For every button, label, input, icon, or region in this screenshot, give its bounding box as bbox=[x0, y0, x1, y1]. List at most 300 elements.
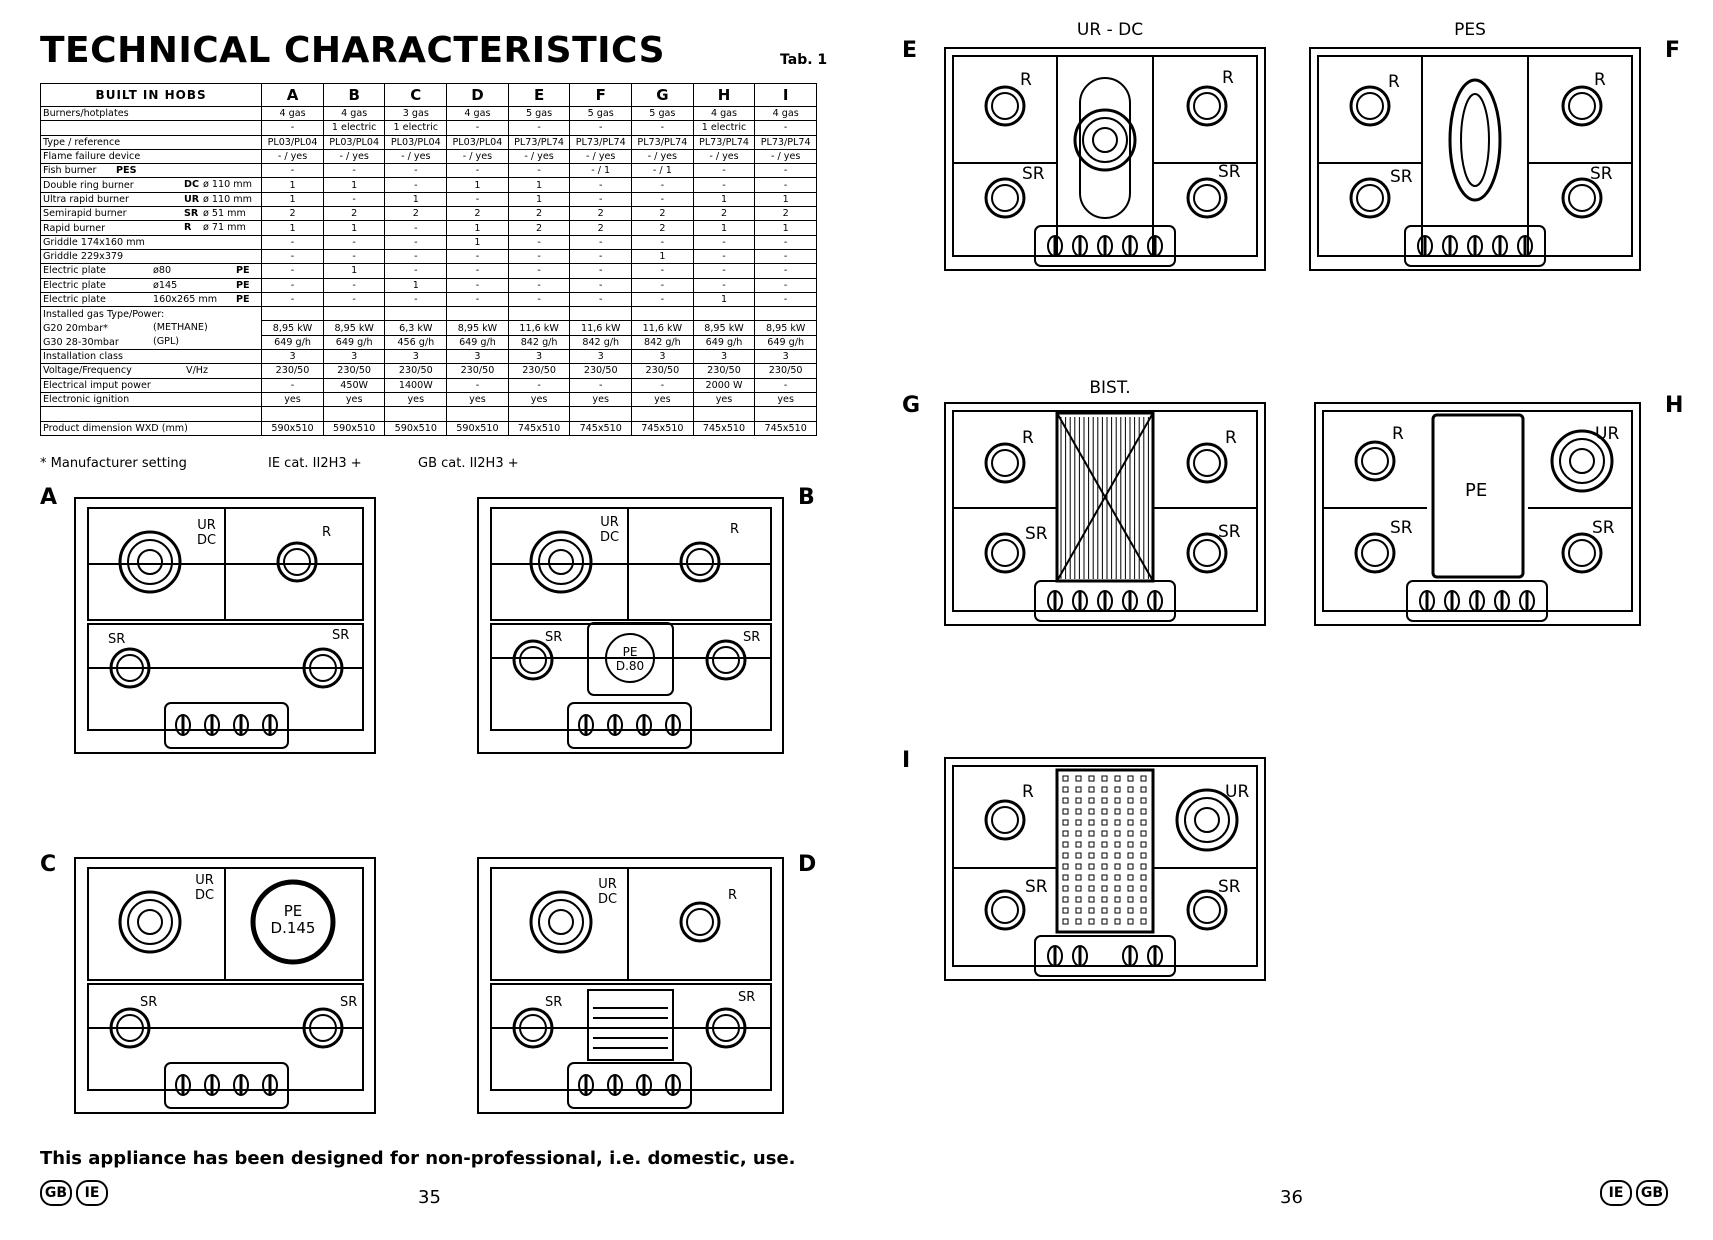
table-cell: - bbox=[508, 378, 570, 392]
griddle-dot bbox=[1141, 919, 1146, 924]
label-i-ur: UR bbox=[1225, 782, 1250, 802]
header-model: C bbox=[385, 84, 447, 107]
table-cell: 2 bbox=[447, 207, 509, 221]
griddle-dot bbox=[1141, 853, 1146, 858]
table-cell: - bbox=[323, 292, 385, 306]
table-cell: 1 electric bbox=[693, 121, 755, 135]
row-label-text: Double ring burner bbox=[43, 179, 134, 191]
label-b-sr2: SR bbox=[743, 630, 761, 645]
table-cell: - bbox=[570, 292, 632, 306]
griddle-dot bbox=[1128, 798, 1133, 803]
title-e: UR - DC bbox=[1076, 20, 1144, 40]
label-i-r: R bbox=[1022, 782, 1034, 802]
table-cell: 842 g/h bbox=[570, 335, 632, 349]
griddle-dot bbox=[1128, 875, 1133, 880]
table-cell: 1 bbox=[755, 221, 817, 235]
row-sublabel: (GPL) bbox=[153, 336, 180, 348]
table-cell: 2 bbox=[508, 221, 570, 235]
table-cell: 649 g/h bbox=[755, 335, 817, 349]
griddle-dot bbox=[1089, 787, 1094, 792]
griddle-dot bbox=[1115, 776, 1120, 781]
table-cell: 649 g/h bbox=[323, 335, 385, 349]
label-c: C bbox=[40, 852, 57, 877]
label-b-sr1: SR bbox=[545, 630, 563, 645]
griddle-dot bbox=[1102, 897, 1107, 902]
table-cell: yes bbox=[323, 392, 385, 406]
table-cell: - bbox=[385, 249, 447, 263]
griddle-dot bbox=[1141, 908, 1146, 913]
griddle-dot bbox=[1102, 875, 1107, 880]
table-cell: yes bbox=[508, 392, 570, 406]
burner-code: UR bbox=[184, 193, 200, 205]
table-cell: 1 bbox=[755, 192, 817, 206]
griddle-dot bbox=[1128, 809, 1133, 814]
title-f: PES bbox=[1454, 20, 1486, 40]
ie-category: IE cat. II2H3 + bbox=[268, 456, 362, 471]
griddle-dot bbox=[1076, 864, 1081, 869]
table-cell: 745x510 bbox=[632, 421, 694, 435]
label-f-sr2: SR bbox=[1590, 164, 1613, 184]
table-cell: 4 gas bbox=[755, 107, 817, 121]
table-cell: - bbox=[447, 378, 509, 392]
table-cell: - bbox=[262, 378, 324, 392]
griddle-dot bbox=[1102, 853, 1107, 858]
table-cell: 1 electric bbox=[385, 121, 447, 135]
table-cell: 1 bbox=[323, 264, 385, 278]
table-cell: - / yes bbox=[632, 149, 694, 163]
table-cell: PL73/PL74 bbox=[755, 135, 817, 149]
language-badges-left bbox=[40, 1180, 112, 1206]
griddle-dot bbox=[1076, 809, 1081, 814]
griddle-dot bbox=[1089, 798, 1094, 803]
table-cell: 5 gas bbox=[570, 107, 632, 121]
label-f: F bbox=[1665, 38, 1681, 63]
griddle-dot bbox=[1128, 842, 1133, 847]
label-c-sr1: SR bbox=[140, 995, 158, 1010]
table-cell: 4 gas bbox=[693, 107, 755, 121]
label-d-sr1: SR bbox=[545, 995, 563, 1010]
griddle-dot bbox=[1141, 809, 1146, 814]
table-cell: 649 g/h bbox=[693, 335, 755, 349]
table-cell: - bbox=[508, 121, 570, 135]
table-cell: 230/50 bbox=[632, 364, 694, 378]
table-cell: - bbox=[262, 264, 324, 278]
table-cell: - bbox=[632, 121, 694, 135]
header-model: H bbox=[693, 84, 755, 107]
table-cell: - bbox=[632, 292, 694, 306]
table-cell: 4 gas bbox=[447, 107, 509, 121]
row-label-text: Electric plate bbox=[43, 294, 106, 305]
griddle-dot bbox=[1063, 776, 1068, 781]
plate-code: PE bbox=[236, 265, 250, 277]
hob-f bbox=[1310, 48, 1640, 270]
griddle-dot bbox=[1063, 853, 1068, 858]
griddle-dot bbox=[1141, 798, 1146, 803]
griddle-dot bbox=[1089, 864, 1094, 869]
plate-code: PE bbox=[236, 279, 250, 291]
table-cell: - bbox=[508, 164, 570, 178]
label-e-r1: R bbox=[1020, 70, 1032, 90]
table-cell: - bbox=[385, 235, 447, 249]
table-cell: - / yes bbox=[508, 149, 570, 163]
griddle-dot bbox=[1128, 919, 1133, 924]
label-e: E bbox=[902, 38, 918, 63]
gb-category: GB cat. II2H3 + bbox=[418, 456, 519, 471]
table-cell: - bbox=[508, 264, 570, 278]
table-cell: 2 bbox=[570, 207, 632, 221]
table-cell: 230/50 bbox=[508, 364, 570, 378]
table-cell: 1400W bbox=[385, 378, 447, 392]
table-cell: 1 bbox=[693, 221, 755, 235]
table-cell: 1 bbox=[262, 192, 324, 206]
row-label-text: Product dimension WXD (mm) bbox=[43, 422, 188, 434]
table-cell: - bbox=[323, 164, 385, 178]
table-cell: - bbox=[447, 278, 509, 292]
table-cell: - bbox=[755, 292, 817, 306]
griddle-dot bbox=[1128, 820, 1133, 825]
label-b: B bbox=[798, 485, 815, 510]
griddle-dot bbox=[1141, 875, 1146, 880]
table-cell: 3 bbox=[385, 350, 447, 364]
griddle-dot bbox=[1115, 875, 1120, 880]
table-cell: 8,95 kW bbox=[262, 321, 324, 335]
table-cell: 1 bbox=[262, 221, 324, 235]
table-cell: - bbox=[693, 178, 755, 192]
griddle-dot bbox=[1076, 908, 1081, 913]
row-label-text: Griddle 229x379 bbox=[43, 251, 124, 263]
table-cell: 3 bbox=[447, 350, 509, 364]
table-cell: - bbox=[755, 278, 817, 292]
griddle-dot bbox=[1089, 875, 1094, 880]
table-cell: 590x510 bbox=[447, 421, 509, 435]
page-number-right: 36 bbox=[1280, 1187, 1303, 1208]
griddle-dot bbox=[1063, 919, 1068, 924]
burner-dimension: ø 71 mm bbox=[203, 222, 246, 234]
griddle-dot bbox=[1141, 776, 1146, 781]
griddle-dot bbox=[1076, 875, 1081, 880]
griddle-dot bbox=[1063, 908, 1068, 913]
griddle-dot bbox=[1063, 820, 1068, 825]
badge-ie-right: IE bbox=[1600, 1180, 1632, 1206]
table-cell: 2 bbox=[262, 207, 324, 221]
table-cell: 1 bbox=[693, 292, 755, 306]
label-a: A bbox=[40, 485, 58, 510]
table-cell: 1 bbox=[447, 178, 509, 192]
table-cell: - bbox=[447, 292, 509, 306]
label-g-r2: R bbox=[1225, 428, 1237, 448]
griddle-dot bbox=[1141, 864, 1146, 869]
griddle-dot bbox=[1076, 776, 1081, 781]
table-cell: 590x510 bbox=[323, 421, 385, 435]
table-cell: - bbox=[632, 178, 694, 192]
table-cell: 230/50 bbox=[693, 364, 755, 378]
griddle-dot bbox=[1089, 820, 1094, 825]
table-cell: 6,3 kW bbox=[385, 321, 447, 335]
label-d-urdc: UR DC bbox=[598, 877, 618, 907]
table-cell: - / 1 bbox=[632, 164, 694, 178]
table-cell: - bbox=[508, 278, 570, 292]
label-i-sr1: SR bbox=[1025, 877, 1048, 897]
griddle-dot bbox=[1089, 908, 1094, 913]
table-cell: - bbox=[755, 121, 817, 135]
table-cell: 1 bbox=[385, 278, 447, 292]
badge-ie: IE bbox=[76, 1180, 108, 1206]
table-cell: 1 bbox=[508, 192, 570, 206]
table-cell: 8,95 kW bbox=[693, 321, 755, 335]
griddle-dot bbox=[1115, 831, 1120, 836]
table-cell: - bbox=[323, 249, 385, 263]
table-cell: - bbox=[262, 121, 324, 135]
table-cell: - / yes bbox=[447, 149, 509, 163]
table-cell: - bbox=[632, 264, 694, 278]
table-cell: 745x510 bbox=[570, 421, 632, 435]
language-badges-right bbox=[1600, 1180, 1672, 1206]
griddle-dot bbox=[1102, 864, 1107, 869]
table-cell: yes bbox=[632, 392, 694, 406]
table-cell: 8,95 kW bbox=[323, 321, 385, 335]
griddle-dot bbox=[1089, 897, 1094, 902]
griddle-dot bbox=[1102, 919, 1107, 924]
header-model: G bbox=[632, 84, 694, 107]
table-cell: 4 gas bbox=[262, 107, 324, 121]
griddle-dot bbox=[1115, 787, 1120, 792]
griddle-dot bbox=[1102, 798, 1107, 803]
griddle-dot bbox=[1089, 809, 1094, 814]
table-cell: - bbox=[570, 249, 632, 263]
table-cell: 1 bbox=[323, 221, 385, 235]
label-a-urdc: UR DC bbox=[197, 518, 217, 548]
table-cell: 230/50 bbox=[323, 364, 385, 378]
table-cell: - bbox=[447, 192, 509, 206]
griddle-dot bbox=[1102, 908, 1107, 913]
table-cell: 2 bbox=[323, 207, 385, 221]
table-cell: 5 gas bbox=[508, 107, 570, 121]
row-label-text: Electric plate bbox=[43, 279, 106, 291]
table-cell: 3 bbox=[262, 350, 324, 364]
table-cell: - bbox=[570, 192, 632, 206]
table-cell: - bbox=[632, 192, 694, 206]
table-cell: 230/50 bbox=[262, 364, 324, 378]
table-cell: - bbox=[693, 249, 755, 263]
hob-c bbox=[75, 858, 375, 1113]
row-sublabel: 160x265 mm bbox=[153, 293, 218, 305]
griddle-dot bbox=[1115, 919, 1120, 924]
header-model: F bbox=[570, 84, 632, 107]
row-label-text: Semirapid burner bbox=[43, 208, 127, 220]
griddle-dot bbox=[1089, 919, 1094, 924]
griddle-dot bbox=[1141, 842, 1146, 847]
table-cell: - bbox=[262, 249, 324, 263]
hob-e bbox=[945, 48, 1265, 270]
table-cell: - bbox=[755, 378, 817, 392]
table-cell: - bbox=[385, 292, 447, 306]
griddle-dot bbox=[1115, 897, 1120, 902]
griddle-dot bbox=[1128, 787, 1133, 792]
table-number: Tab. 1 bbox=[780, 52, 828, 68]
griddle-dot bbox=[1063, 886, 1068, 891]
label-i: I bbox=[902, 748, 911, 773]
table-cell: 3 bbox=[632, 350, 694, 364]
table-cell: 3 bbox=[693, 350, 755, 364]
burner-dimension: ø 110 mm bbox=[203, 193, 252, 205]
label-f-r1: R bbox=[1388, 72, 1400, 92]
table-cell: - bbox=[323, 278, 385, 292]
row-label-text: Burners/hotplates bbox=[43, 108, 129, 120]
row-label-text: G30 28-30mbar bbox=[43, 336, 119, 348]
label-d: D bbox=[798, 852, 817, 877]
table-cell: 1 bbox=[262, 178, 324, 192]
label-h-sr1: SR bbox=[1390, 518, 1413, 538]
griddle-dot bbox=[1063, 864, 1068, 869]
griddle-dot bbox=[1115, 798, 1120, 803]
griddle-dot bbox=[1063, 798, 1068, 803]
table-cell: PL73/PL74 bbox=[632, 135, 694, 149]
table-cell: - bbox=[693, 264, 755, 278]
griddle-dot bbox=[1089, 842, 1094, 847]
header-model: A bbox=[262, 84, 324, 107]
griddle-dot bbox=[1115, 809, 1120, 814]
griddle-dot bbox=[1102, 831, 1107, 836]
table-cell: 2 bbox=[508, 207, 570, 221]
griddle-dot bbox=[1102, 842, 1107, 847]
label-h-pe: PE bbox=[1465, 480, 1488, 501]
table-cell: 2 bbox=[693, 207, 755, 221]
table-cell: - bbox=[385, 221, 447, 235]
griddle-dot bbox=[1115, 853, 1120, 858]
table-cell: 8,95 kW bbox=[755, 321, 817, 335]
row-label-text: Installed gas Type/Power: bbox=[43, 308, 165, 320]
table-cell: 456 g/h bbox=[385, 335, 447, 349]
table-cell: - bbox=[508, 235, 570, 249]
griddle-dot bbox=[1063, 831, 1068, 836]
table-cell: 1 bbox=[508, 178, 570, 192]
table-cell: yes bbox=[693, 392, 755, 406]
table-cell: PL73/PL74 bbox=[508, 135, 570, 149]
table-cell: - bbox=[570, 121, 632, 135]
griddle-dot bbox=[1128, 853, 1133, 858]
table-cell: - bbox=[262, 278, 324, 292]
header-model: D bbox=[447, 84, 509, 107]
row-label-text: Rapid burner bbox=[43, 222, 106, 234]
griddle-dot bbox=[1102, 787, 1107, 792]
griddle-dot bbox=[1128, 831, 1133, 836]
griddle-dot bbox=[1141, 787, 1146, 792]
griddle-dot bbox=[1115, 820, 1120, 825]
table-cell: - bbox=[262, 164, 324, 178]
table-cell: - bbox=[262, 292, 324, 306]
table-cell: 842 g/h bbox=[632, 335, 694, 349]
griddle-dot bbox=[1076, 886, 1081, 891]
table-cell: - bbox=[447, 264, 509, 278]
griddle-dot bbox=[1089, 853, 1094, 858]
table-cell: PL03/PL04 bbox=[447, 135, 509, 149]
label-b-urdc: UR DC bbox=[600, 515, 620, 545]
table-cell: 450W bbox=[323, 378, 385, 392]
label-g: G bbox=[902, 393, 921, 418]
table-cell: 8,95 kW bbox=[447, 321, 509, 335]
table-cell: yes bbox=[262, 392, 324, 406]
label-c-sr2: SR bbox=[340, 995, 358, 1010]
row-label-text: G20 20mbar* bbox=[43, 322, 108, 334]
badge-gb: GB bbox=[40, 1180, 72, 1206]
plate-code: PE bbox=[236, 293, 250, 305]
table-cell: - bbox=[632, 278, 694, 292]
griddle-dot bbox=[1141, 886, 1146, 891]
label-c-pe: PE D.145 bbox=[270, 902, 316, 937]
griddle-dot bbox=[1102, 820, 1107, 825]
row-sublabel: ø145 bbox=[153, 279, 178, 291]
label-h-r: R bbox=[1392, 424, 1404, 444]
label-e-r2: R bbox=[1222, 68, 1234, 88]
griddle-dot bbox=[1063, 897, 1068, 902]
table-cell: PL03/PL04 bbox=[385, 135, 447, 149]
burner-code: DC bbox=[184, 179, 200, 191]
row-label-text: Voltage/Frequency bbox=[43, 365, 132, 377]
griddle-dot bbox=[1141, 831, 1146, 836]
table-cell: PL73/PL74 bbox=[570, 135, 632, 149]
table-cell: 2 bbox=[632, 207, 694, 221]
hob-h bbox=[1315, 403, 1640, 625]
table-cell: 3 bbox=[570, 350, 632, 364]
table-cell: yes bbox=[755, 392, 817, 406]
hob-g bbox=[945, 403, 1265, 625]
row-sublabel: ø80 bbox=[153, 265, 172, 277]
label-g-r1: R bbox=[1022, 428, 1034, 448]
table-cell: - / yes bbox=[262, 149, 324, 163]
table-cell: - / 1 bbox=[570, 164, 632, 178]
burner-code: SR bbox=[184, 208, 199, 220]
griddle-dot bbox=[1128, 897, 1133, 902]
table-cell: - bbox=[323, 192, 385, 206]
table-cell: 1 bbox=[447, 235, 509, 249]
table-cell: 2 bbox=[385, 207, 447, 221]
griddle-dot bbox=[1076, 798, 1081, 803]
table-cell: PL03/PL04 bbox=[323, 135, 385, 149]
griddle-dot bbox=[1063, 809, 1068, 814]
table-cell: 11,6 kW bbox=[508, 321, 570, 335]
table-cell: 230/50 bbox=[755, 364, 817, 378]
badge-gb-right: GB bbox=[1636, 1180, 1668, 1206]
table-cell: - bbox=[755, 235, 817, 249]
label-e-sr2: SR bbox=[1218, 162, 1241, 182]
table-cell: - bbox=[570, 378, 632, 392]
griddle-dot bbox=[1102, 809, 1107, 814]
label-g-sr2: SR bbox=[1218, 522, 1241, 542]
table-cell: 590x510 bbox=[385, 421, 447, 435]
table-cell: - bbox=[447, 249, 509, 263]
table-cell: - bbox=[693, 164, 755, 178]
table-cell: - bbox=[693, 235, 755, 249]
griddle-dot bbox=[1076, 842, 1081, 847]
table-cell: - bbox=[385, 264, 447, 278]
page-number-left: 35 bbox=[418, 1187, 441, 1208]
griddle-dot bbox=[1141, 897, 1146, 902]
table-cell: 842 g/h bbox=[508, 335, 570, 349]
griddle-dot bbox=[1115, 908, 1120, 913]
row-label-text: Ultra rapid burner bbox=[43, 193, 129, 205]
burner-dimension: ø 51 mm bbox=[203, 208, 246, 220]
griddle-dot bbox=[1102, 886, 1107, 891]
table-cell: 11,6 kW bbox=[570, 321, 632, 335]
table-cell: 2 bbox=[755, 207, 817, 221]
table-cell: 2 bbox=[632, 221, 694, 235]
table-cell: 745x510 bbox=[508, 421, 570, 435]
table-cell: 3 bbox=[508, 350, 570, 364]
table-cell: - bbox=[570, 178, 632, 192]
table-cell: - bbox=[632, 378, 694, 392]
row-sublabel: (METHANE) bbox=[153, 321, 208, 333]
table-cell: yes bbox=[385, 392, 447, 406]
